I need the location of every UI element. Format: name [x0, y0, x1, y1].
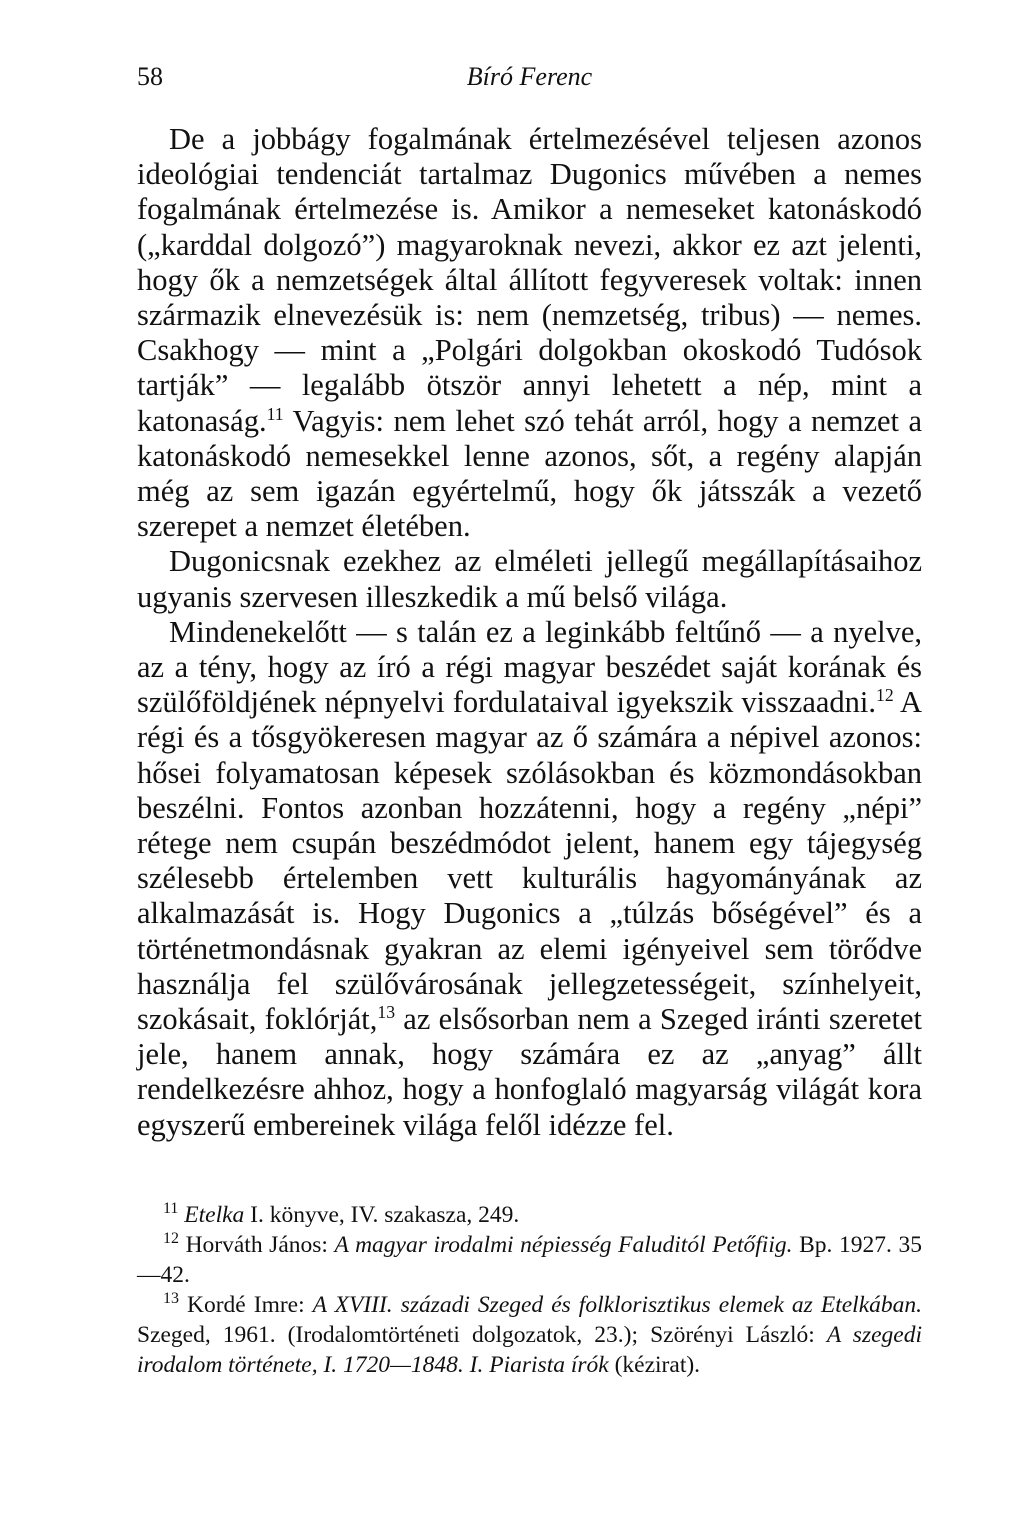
footnote [137, 1230, 922, 1290]
paragraph-text: az elsősorban nem a Szeged iránti szeretet jele, hanem annak, hogy számára ez az „anyag” állt rendelkezésre ahhoz, hogy a honfoglaló magyarság világát kora egyszerű embereinek világa felől idézze fel. [137, 1002, 922, 1142]
cited-title: Etelka [184, 1202, 245, 1228]
footnote-reference: 12 [876, 685, 894, 706]
footnote-reference: 11 [266, 403, 284, 424]
paragraph-text: A régi és a tősgyökeresen magyar az ő számára a népivel azonos: hősei folyamatosan képesek szólásokban és közmondásokban beszélni. Fontos azonban hozzátenni, hogy a regény „népi” rétege nem csupán beszédmódot jelent, hanem egy tájegység szélesebb értelemben vett kulturális hagyományának az alkalmazását is. Hogy Dugonics a „túlzás bőségével” és a történetmondásnak gyakran az elemi igényeivel sem törődve használja fel szülővárosának jellegzetességeit, színhelyeit, szokásait, foklórját, [137, 685, 923, 1037]
paragraph [137, 615, 922, 1143]
footnote [137, 1290, 922, 1380]
main-text [137, 122, 922, 1143]
running-title: Bíró Ferenc [466, 62, 593, 91]
footnote-number: 13 [163, 1290, 179, 1308]
page-number: 58 [137, 62, 163, 91]
paragraph-text: Vagyis: nem lehet szó tehát arról, hogy a nemzet a katonáskodó nemesekkel lenne azonos, sőt, a regény alapján még az sem igazán egyértelmű, hogy ők játsszák a vezető szerepet a nemzet életében. [137, 403, 922, 544]
footnote-reference: 13 [377, 1001, 396, 1022]
footnote-text: I. könyve, IV. szakasza, 249. [244, 1202, 520, 1228]
cited-title: A XVIII. századi Szeged és folklorisztikus elemek az Etelkában. [312, 1292, 922, 1318]
paragraph-text: De a jobbágy fogalmának értelmezésével teljesen azonos ideológiai tendenciát tartalmaz Dugonics művében a nemes fogalmának értelmezése is. Amikor a nemeseket katonáskodó („karddal dolgozó”) magyaroknak nevezi, akkor ez azt jelenti, hogy ők a nemzetségek által állított fegyveresek voltak: innen származik elnevezésük is: nem (nemzetség, tribus) — nemes. Csakhogy — mint a „Polgári dolgokban okoskodó Tudósok tartják” — legalább ötször annyi lehetett a nép, mint a katonaság. [137, 122, 922, 438]
footnote-text: Kordé Imre: [178, 1292, 313, 1318]
footnote-text: (kézirat). [608, 1352, 701, 1378]
footnote-text: Horváth János: [178, 1232, 335, 1258]
paragraph [137, 544, 922, 614]
footnote [137, 1200, 922, 1230]
footnote-number: 12 [163, 1230, 179, 1248]
page-header [137, 62, 922, 98]
paragraph-text: Mindenekelőtt — s talán ez a leginkább feltűnő — a nyelve, az a tény, hogy az író a régi magyar beszédet saját korának és szülőföldjének népnyelvi fordulataival igyekszik visszaadni. [137, 614, 922, 720]
paragraph [137, 122, 922, 544]
footnotes [137, 1200, 922, 1380]
cited-title: A magyar irodalmi népiesség Faluditól Petőfiig. [334, 1232, 793, 1258]
paragraph-text: Dugonicsnak ezekhez az elméleti jellegű megállapításaihoz ugyanis szervesen illeszkedik a mű belső világa. [137, 544, 922, 614]
footnote-text: Szeged, 1961. (Irodalomtörténeti dolgozatok, 23.); Szörényi László: [137, 1322, 827, 1348]
footnote-text: Bp. 1927. 35—42. [137, 1232, 922, 1288]
footnote-number: 11 [163, 1200, 179, 1218]
cited-title: A szegedi irodalom története, I. 1720—1848. I. Piarista írók [137, 1322, 922, 1378]
